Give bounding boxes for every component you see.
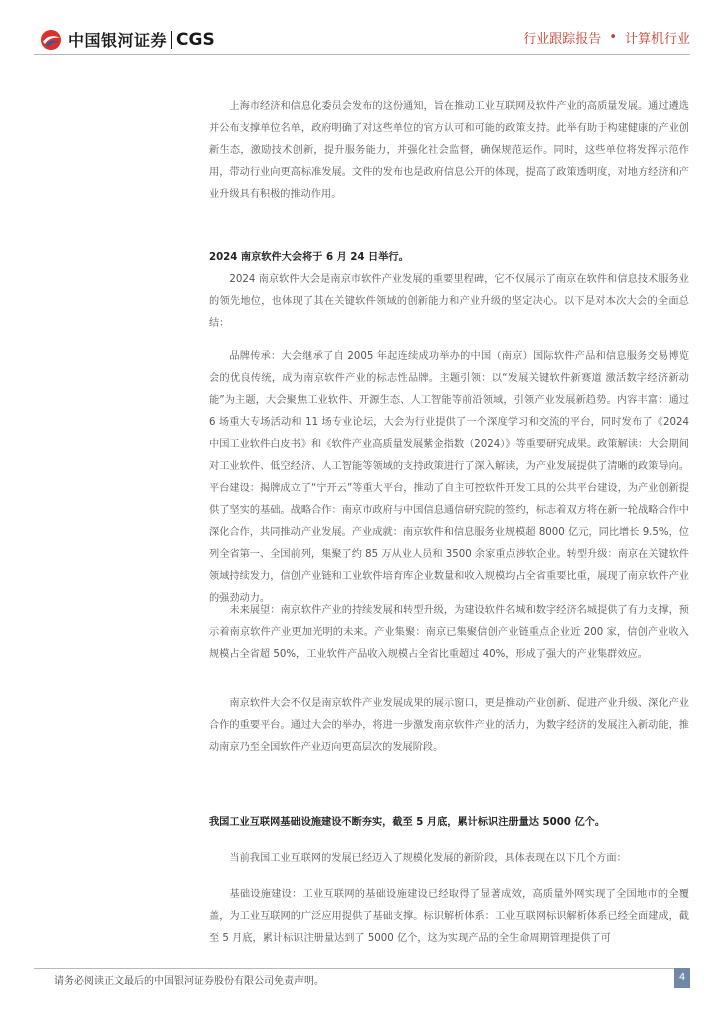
paragraph-industrial-internet-detail: 基础设施建设：工业互联网的基础设施建设已经取得了显著成效，高质量外网实现了全国地市的全覆盖，为工业互联网的广泛应用提供了基础支撑。标识解析体系：工业互联网标识解析体系已经全面建成，截至 5 月底，累计标识注册量达到了 5000 亿个，这为实现产品的全生命周期管理提供了可 xyxy=(209,889,689,944)
report-type: 行业跟踪报告 xyxy=(523,32,602,47)
page-header xyxy=(0,0,724,60)
footer-disclaimer: 请务必阅读正文最后的中国银河证券股份有限公司免责声明。 xyxy=(54,976,324,987)
header-separator: • xyxy=(609,30,617,45)
section-shanghai xyxy=(209,96,689,206)
industry-label: 计算机行业 xyxy=(624,32,690,47)
section-industrial-internet-detail xyxy=(209,884,689,950)
logo-divider xyxy=(171,31,172,49)
paragraph-shanghai-notice: 上海市经济和信息化委员会发布的这份通知，旨在推动工业互联网及软件产业的高质量发展。通过遴选并公布支撑单位名单，政府明确了对这些单位的官方认可和可能的政策支持。此举有助于构建健康的产业创新生态，激励技术创新，提升服务能力，并强化社会监督，确保规范运作。同时，这些单位将发挥示范作用，带动行业向更高标准发展。文件的发布也是政府信息公开的体现，提高了政策透明度，对地方经济和产业升级具有积极的推动作用。 xyxy=(209,101,689,200)
paragraph-industrial-internet-intro: 当前我国工业互联网的发展已经迈入了规模化发展的新阶段，具体表现在以下几个方面： xyxy=(229,853,627,864)
section-nanjing-summary xyxy=(209,346,689,610)
paragraph-nanjing-conclusion: 南京软件大会不仅是南京软件产业发展成果的展示窗口，更是推动产业创新、促进产业升级、深化产业合作的重要平台。通过大会的举办，将进一步激发南京软件产业的活力，为数字经济的发展注入新动能，推动南京乃至全国软件产业迈向更高层次的发展阶段。 xyxy=(209,698,689,753)
section-nanjing xyxy=(209,247,689,335)
section-industrial-internet xyxy=(209,812,689,834)
logo-chinese-name: 中国银河证券 xyxy=(68,31,168,50)
galaxy-logo-icon xyxy=(40,29,62,51)
section-industrial-internet-intro xyxy=(209,848,689,870)
footer-divider xyxy=(34,968,690,969)
header-divider xyxy=(34,54,690,55)
page-number: 4 xyxy=(674,968,690,988)
paragraph-nanjing-intro: 2024 南京软件大会是南京市软件产业发展的重要里程碑，它不仅展示了南京在软件和信息技术服务业的领先地位，也体现了其在关键软件领域的创新能力和产业升级的坚定决心。以下是对本次大会的全面总结： xyxy=(209,274,689,329)
paragraph-nanjing-outlook: 未来展望：南京软件产业的持续发展和转型升级，为建设软件名城和数字经济名城提供了有力支撑，预示着南京软件产业更加光明的未来。产业集聚：南京已集聚信创产业链重点企业近 200 家，信创产业收入规模占全省超 50%，工业软件产品收入规模占全省比重超过 40%，形成了强大的产业集群效应。 xyxy=(209,605,689,660)
logo-english-name: CGS xyxy=(176,29,215,50)
report-category xyxy=(523,28,690,47)
paragraph-nanjing-summary: 品牌传承：大会继承了自 2005 年起连续成功举办的中国（南京）国际软件产品和信息服务交易博览会的优良传统，成为南京软件产业的标志性品牌。主题引领：以“发展关键软件新赛道 激活数字经济新动能”为主题，大会聚焦工业软件、开源生态、人工智能等前沿领域，引领产业发展新趋势。内容丰富：通过 6 场重大专场活动和 11 场专业论坛，大会为行业提供了一个深度学习和交流的平台，同时发布了《2024 中国工业软件白皮书》和《软件产业高质量发展紫金指数（2024）》等重要研究成果。政策解读：大会期间对工业软件、低空经济、人工智能等领域的支持政策进行了深入解读，为产业发展提供了清晰的政策导向。平台建设：揭牌成立了“宁开云”等重大平台，推动了自主可控软件开发工具的公共平台建设，为产业创新提供了坚实的基础。战略合作：南京市政府与中国信息通信研究院的签约，标志着双方将在新一轮战略合作中深化合作，共同推动产业发展。产业成就：南京软件和信息服务业规模超 8000 亿元，同比增长 9.5%，位列全省第一、全国前列，集聚了约 85 万从业人员和 3500 余家重点涉软企业。转型升级：南京在关键软件领域持续发力，信创产业链和工业软件培育库企业数量和收入规模均占全省重要比重，展现了南京软件产业的强劲动力。 xyxy=(209,351,689,604)
heading-nanjing-conference: 2024 南京软件大会将于 6 月 24 日举行。 xyxy=(209,252,409,263)
company-logo xyxy=(40,28,215,51)
heading-industrial-internet: 我国工业互联网基础设施建设不断夯实，截至 5 月底，累计标识注册量达 5000 亿个。 xyxy=(209,817,606,828)
section-nanjing-conclusion xyxy=(209,693,689,759)
section-nanjing-outlook xyxy=(209,600,689,666)
